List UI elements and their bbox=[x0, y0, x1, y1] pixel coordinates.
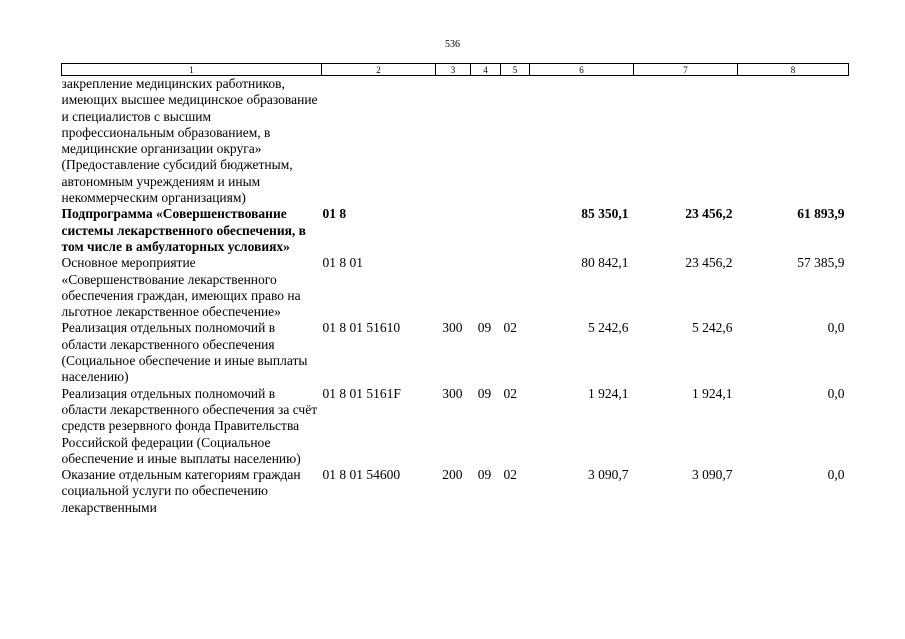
row-col4: 09 bbox=[477, 320, 492, 336]
table-row-subprogram bbox=[62, 206, 849, 255]
column-number-header bbox=[62, 64, 849, 76]
col-header-4: 4 bbox=[471, 64, 501, 76]
row-col5 bbox=[501, 76, 530, 207]
row-amount-6: 1 924,1 bbox=[588, 385, 629, 401]
row-name: Реализация отдельных полномочий в области лекарственного обеспечения (Социальное обеспечение и иные выплаты населению) bbox=[61, 320, 308, 385]
row-amount-8: 61 893,9 bbox=[797, 206, 845, 222]
row-amount-7: 5 242,6 bbox=[692, 320, 733, 336]
row-col5 bbox=[501, 255, 530, 320]
row-amount-8: 0,0 bbox=[827, 385, 845, 401]
table-row bbox=[62, 386, 849, 467]
row-name: закрепление медицинских работников, имеющих высшее медицинское образование и специалистов с высшим профессиональным образованием, в медицинские организации округа» (Предоставление субсидий бюджетным, автономным учреждениям и иным некоммерческим организациям) bbox=[61, 76, 318, 206]
table-row bbox=[62, 320, 849, 385]
row-amount-7: 23 456,2 bbox=[685, 255, 733, 271]
col-header-5: 5 bbox=[501, 64, 530, 76]
col-header-7: 7 bbox=[634, 64, 738, 76]
row-col3 bbox=[436, 255, 471, 320]
col-header-1: 1 bbox=[62, 64, 322, 76]
row-col4 bbox=[471, 76, 501, 207]
row-col5: 02 bbox=[503, 467, 517, 483]
row-amount-6: 85 350,1 bbox=[581, 206, 629, 222]
row-col5: 02 bbox=[503, 385, 517, 401]
row-col3: 300 bbox=[442, 385, 463, 401]
row-amount-7: 3 090,7 bbox=[692, 467, 733, 483]
row-amount-8 bbox=[738, 76, 849, 207]
row-code: 01 8 01 51610 bbox=[322, 320, 401, 336]
row-col4 bbox=[471, 255, 501, 320]
row-name: Оказание отдельным категориям граждан социальной услуги по обеспечению лекарственными bbox=[61, 467, 301, 515]
row-col4: 09 bbox=[477, 467, 492, 483]
col-header-6: 6 bbox=[530, 64, 634, 76]
row-amount-8: 0,0 bbox=[827, 320, 845, 336]
row-amount-8: 57 385,9 bbox=[797, 255, 845, 271]
row-col3: 300 bbox=[442, 320, 463, 336]
col-header-3: 3 bbox=[436, 64, 471, 76]
row-amount-8: 0,0 bbox=[827, 467, 845, 483]
row-name: Подпрограмма «Совершенствование системы лекарственного обеспечения, в том числе в амбулаторных условиях» bbox=[61, 206, 306, 254]
row-code bbox=[322, 76, 436, 207]
row-name: Реализация отдельных полномочий в области лекарственного обеспечения за счёт средств резервного фонда Правительства Российской федерации (Социальное обеспечение и иные выплаты населению) bbox=[61, 385, 318, 466]
row-code: 01 8 bbox=[322, 206, 347, 222]
row-col5: 02 bbox=[503, 320, 517, 336]
row-col3 bbox=[436, 76, 471, 207]
row-code: 01 8 01 54600 bbox=[322, 467, 401, 483]
table-row bbox=[62, 467, 849, 516]
row-col5 bbox=[501, 206, 530, 255]
row-col4: 09 bbox=[477, 385, 492, 401]
table-row bbox=[62, 255, 849, 320]
col-header-8: 8 bbox=[738, 64, 849, 76]
row-col3 bbox=[436, 206, 471, 255]
row-code: 01 8 01 5161F bbox=[322, 385, 401, 401]
row-amount-6: 80 842,1 bbox=[581, 255, 629, 271]
row-amount-7 bbox=[634, 76, 738, 207]
page-number: 536 bbox=[445, 39, 460, 50]
col-header-2: 2 bbox=[322, 64, 436, 76]
row-col4 bbox=[471, 206, 501, 255]
row-amount-7: 23 456,2 bbox=[685, 206, 733, 222]
row-code: 01 8 01 bbox=[322, 255, 363, 271]
row-amount-6: 5 242,6 bbox=[588, 320, 629, 336]
row-amount-7: 1 924,1 bbox=[692, 385, 733, 401]
row-amount-6 bbox=[530, 76, 634, 207]
budget-table bbox=[61, 63, 849, 516]
row-col3: 200 bbox=[442, 467, 463, 483]
row-name: Основное мероприятие «Совершенствование лекарственного обеспечения граждан, имеющих право на льготное лекарственное обеспечение» bbox=[61, 255, 301, 320]
table-row bbox=[62, 76, 849, 207]
row-amount-6: 3 090,7 bbox=[588, 467, 629, 483]
